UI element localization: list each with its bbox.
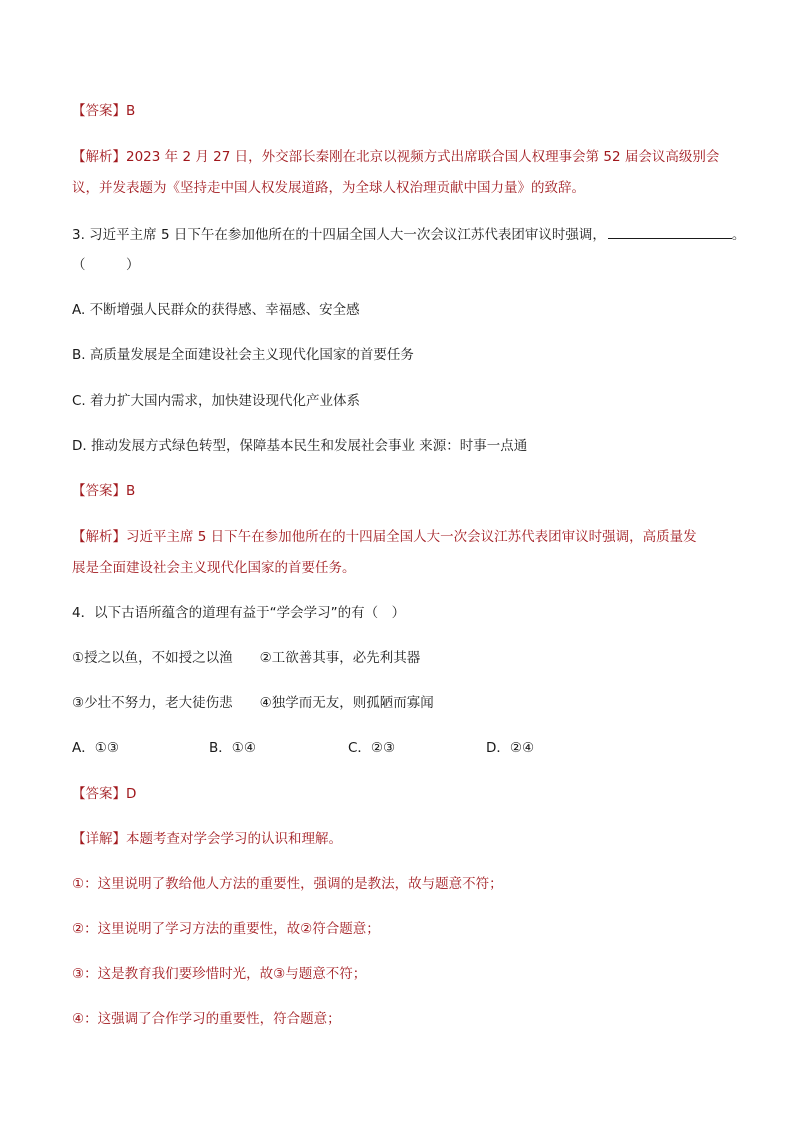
q4-detail	[72, 829, 734, 849]
q3-option-c: C. 着力扩大国内需求，加快建设现代化产业体系	[72, 393, 361, 409]
q4-choice-b: B．①④	[209, 740, 256, 756]
q4-choice-d: D．②④	[486, 740, 535, 756]
q4-exp2-mark2: ②	[300, 921, 313, 937]
q4-choice-c: C．②③	[348, 740, 396, 756]
q3-stem-line1	[72, 224, 746, 245]
q3-stem-text: 3. 习近平主席 5 日下午在参加他所在的十四届全国人大一次会议江苏代表团审议时强调，	[72, 227, 606, 243]
q4-exp3-text-b: 与题意不符；	[285, 966, 367, 982]
q4-items-line2: ③少壮不努力，老大徒伤悲 ④独学而无友，则孤陋而寡闻	[72, 695, 434, 711]
q4-items-line1: ①授之以鱼，不如授之以渔 ②工欲善其事，必先利其器	[72, 650, 421, 666]
q3-answer: 【答案】B	[72, 483, 136, 499]
q3-answer-blank	[608, 224, 732, 239]
q4-explanation-3	[72, 964, 734, 984]
q2-analysis-line1: 【解析】2023 年 2 月 27 日，外交部长秦刚在北京以视频方式出席联合国人权理事会第 52 届会议高级别会	[72, 149, 720, 165]
q2-analysis-line2: 议，并发表题为《坚持走中国人权发展道路，为全球人权治理贡献中国力量》的致辞。	[72, 180, 585, 196]
q3-stem-line2: （ ）	[72, 257, 140, 273]
q4-explanation-2	[72, 919, 734, 939]
q4-explanation-1	[72, 874, 734, 894]
q4-exp3-text-a: ：这是教育我们要珍惜时光，故	[84, 966, 274, 982]
q4-exp1-text: ：这里说明了教给他人方法的重要性，强调的是教法，故与题意不符；	[84, 876, 503, 892]
q4-exp4-mark: ④	[72, 1011, 85, 1027]
q4-answer: 【答案】D	[72, 786, 137, 802]
q3-analysis-line1: 【解析】习近平主席 5 日下午在参加他所在的十四届全国人大一次会议江苏代表团审议时强调，高质量发	[72, 529, 697, 545]
q4-exp4-text: ：这强调了合作学习的重要性，符合题意；	[84, 1011, 341, 1027]
q3-stem-end: 。	[731, 227, 746, 243]
q3-analysis-line2: 展是全面建设社会主义现代化国家的首要任务。	[72, 560, 356, 576]
q4-exp2-text-a: ：这里说明了学习方法的重要性，故	[84, 921, 301, 937]
q4-stem: 4．以下古语所蕴含的道理有益于“学会学习”的有（ ）	[72, 605, 406, 621]
q4-detail-text: 【详解】本题考查对学会学习的认识和理解。	[72, 831, 342, 847]
q4-exp2-mark: ②	[72, 921, 85, 937]
q2-answer: 【答案】B	[72, 103, 136, 119]
q4-exp3-mark2: ③	[273, 966, 286, 982]
q3-option-a: A. 不断增强人民群众的获得感、幸福感、安全感	[72, 302, 360, 318]
q3-option-d: D. 推动发展方式绿色转型，保障基本民生和发展社会事业 来源：时事一点通	[72, 438, 528, 454]
q4-exp2-text-b: 符合题意；	[312, 921, 380, 937]
q4-exp1-mark: ①	[72, 876, 85, 892]
q3-option-b: B. 高质量发展是全面建设社会主义现代化国家的首要任务	[72, 347, 414, 363]
q4-choice-a: A．①③	[72, 740, 119, 756]
q4-explanation-4	[72, 1009, 734, 1029]
q4-exp3-mark: ③	[72, 966, 85, 982]
